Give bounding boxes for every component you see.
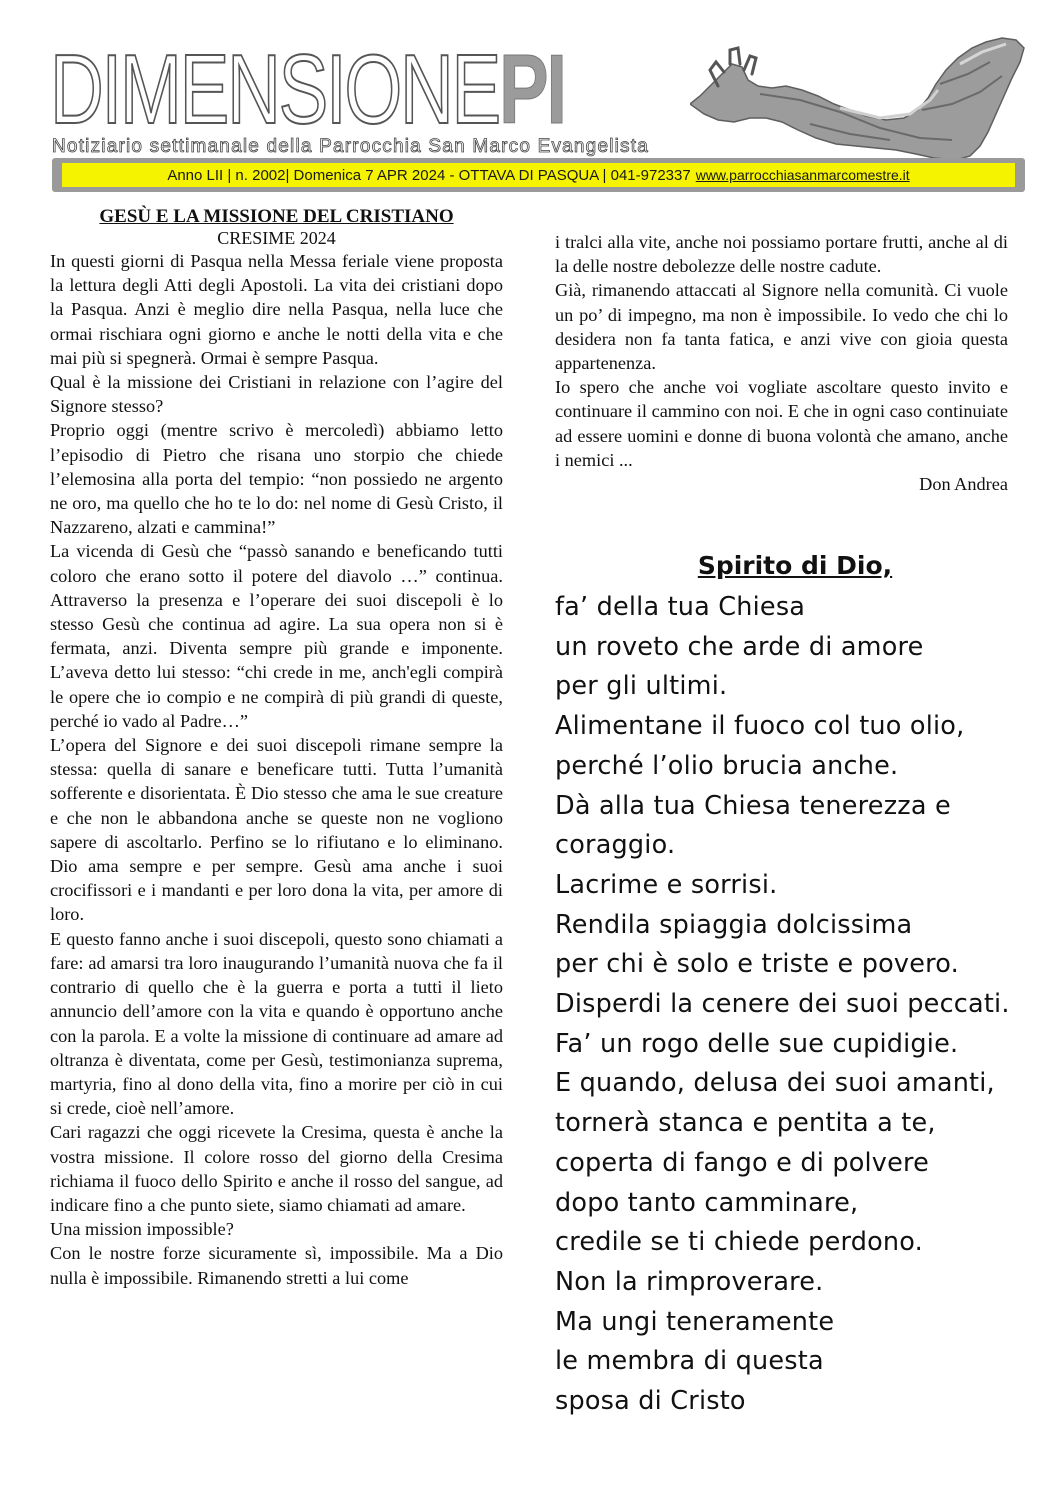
poem-line: per chi è solo e triste e povero. — [555, 949, 959, 980]
article-subtitle: CRESIME 2024 — [217, 228, 336, 248]
article-paragraph: Con le nostre forze sicuramente sì, impossibile. Ma a Dio nulla è impossibile. Rimanendo stretti a lui come — [50, 1243, 503, 1288]
issue-info: Anno LII | n. 2002| Domenica 7 APR 2024 - OTTAVA DI PASQUA | 041-972337 — [167, 166, 691, 184]
article-paragraph: Proprio oggi (mentre scrivo è mercoledì) abbiamo letto l’episodio di Pietro che risana uno storpio che chiede l’elemosina alla porta del tempio: “non possiedo ne argento ne oro, ma quello che ho te lo do: nel nome di Gesù Cristo, il Nazzareno, alzati e cammina!” — [50, 420, 503, 538]
article-body — [50, 249, 503, 1290]
poem-line: per gli ultimi. — [555, 671, 728, 702]
article-title: GESÙ E LA MISSIONE DEL CRISTIANO — [99, 206, 454, 227]
poem-lines — [555, 588, 1025, 1422]
poem-line: credile se ti chiede perdono. — [555, 1227, 923, 1258]
poem-title: Spirito di Dio, — [697, 551, 893, 580]
poem-line: dopo tanto camminare, — [555, 1187, 859, 1218]
poem-line: sposa di Cristo — [555, 1386, 746, 1417]
info-bar — [52, 158, 1025, 192]
poem-line: tornerà stanca e pentita a te, — [555, 1108, 936, 1139]
article-paragraph: Una mission impossible? — [50, 1219, 234, 1240]
article-paragraph: Io spero che anche voi vogliate ascoltare questo invito e continuare il cammino con noi. E che in ogni caso continuiate ad essere uomini e donne di buona volontà che amano, anche i nemici ... — [555, 377, 1008, 470]
poem-line: Non la rimproverare. — [555, 1266, 824, 1297]
article-paragraph: La vicenda di Gesù che “passò sanando e beneficando tutti coloro che erano sotto il potere del diavolo …” continua. Attraverso la presenza e l’operare dei suoi discepoli è lo stesso Gesù che continua ad agire. La sua opera non si è fermata, anzi. Diventa sempre più grande e imponente. L’aveva detto lui stesso: “chi crede in me, anch'egli compirà le opere che io compio e ne compirà di più grandi di queste, perché io vado al Padre…” — [50, 541, 503, 731]
article-paragraph: E questo fanno anche i suoi discepoli, questo sono chiamati a fare: ad amarsi tra loro inaugurando l’umanità nuova che fa il contrario di quello che è la guerra e porta a tutti il lieto annuncio dell’amore con la vita e quando è opportuno anche con la parola. E a volte la missione di continuare ad amare ad oltranza è diventata, come per Gesù, testimonianza suprema, martyria, fino al dono della vita, fino a morire per ciò in cui si crede, cioè nell’amore. — [50, 928, 503, 1119]
poem-line: coperta di fango e di polvere — [555, 1147, 929, 1178]
poem-line: perché l’olio brucia anche. — [555, 750, 899, 781]
title-part-1: DIMENSIONE — [50, 34, 499, 144]
poem-line: E quando, delusa dei suoi amanti, — [555, 1068, 995, 1099]
info-bar-content — [62, 163, 1015, 187]
poem-line: fa’ della tua Chiesa — [555, 592, 806, 622]
parish-website-link[interactable]: www.parrocchiasanmarcomestre.it — [695, 167, 910, 183]
article-paragraph: L’opera del Signore e dei suoi discepoli rimane sempre la stessa: quella di sanare e beneficare tutti. Tutta l’umanità sofferente e disorientata. È Dio stesso che ama le sue creature e che non le abbandona anche se queste non ne vogliono sapere di ascoltarlo. Perfino se lo rifiutano e lo eliminano. Dio ama sempre e per sempre. Gesù ama anche i suoi crocifissori e i mandanti e per loro dona la vita, per amore di loro. — [50, 735, 503, 925]
poem-line: Ma ungi teneramente — [555, 1306, 835, 1337]
poem — [555, 548, 1025, 1422]
article-paragraph: Qual è la missione dei Cristiani in relazione con l’agire del Signore stesso? — [50, 372, 503, 417]
statue-icon — [690, 34, 1030, 160]
masthead — [0, 0, 1058, 200]
poem-line: Fa’ un rogo delle sue cupidigie. — [555, 1028, 959, 1059]
poem-line: le membra di questa — [555, 1346, 824, 1377]
poem-line: Lacrime e sorrisi. — [555, 869, 778, 900]
newsletter-title — [50, 34, 565, 144]
article-left-column — [50, 206, 503, 1290]
article-signature: Don Andrea — [919, 474, 1008, 495]
poem-line: Dà alla tua Chiesa tenerezza e — [555, 790, 951, 821]
poem-line: un roveto che arde di amore — [555, 631, 924, 662]
poem-line: Rendila spiaggia dolcissima — [555, 909, 913, 940]
poem-line: coraggio. — [555, 830, 676, 861]
article-paragraph: In questi giorni di Pasqua nella Messa feriale viene proposta la lettura degli Atti degli Apostoli. La vita dei cristiani dopo la Pasqua. Anzi è meglio dire nella Pasqua, nella luce che ormai rischiara ogni giorno e anche le notti della vita e che mai più si spegnerà. Ormai è sempre Pasqua. — [50, 251, 503, 368]
article-paragraph: Già, rimanendo attaccati al Signore nella comunità. Ci vuole un po’ di impegno, ma non è impossibile. Io vedo che chi lo desidera non fa tanta fatica, e anzi vive con gioia questa appartenenza. — [555, 280, 1008, 374]
poem-line: Disperdi la cenere dei suoi peccati. — [555, 989, 1010, 1020]
article-paragraph: Cari ragazzi che oggi ricevete la Cresima, questa è anche la vostra missione. Il colore rosso del giorno della Cresima richiama il fuoco dello Spirito e anche il rosso del sangue, ad indicare fino a che punto siete, siamo chiamati ad amare. — [50, 1122, 503, 1215]
title-part-2: PI — [498, 34, 565, 144]
article-paragraph: i tralci alla vite, anche noi possiamo portare frutti, anche al di la delle nostre debolezze delle nostre cadute. — [555, 232, 1008, 277]
poem-line: Alimentane il fuoco col tuo olio, — [555, 711, 965, 742]
article-right-column — [555, 230, 1008, 496]
newsletter-subtitle: Notiziario settimanale della Parrocchia San Marco Evangelista — [52, 136, 650, 157]
